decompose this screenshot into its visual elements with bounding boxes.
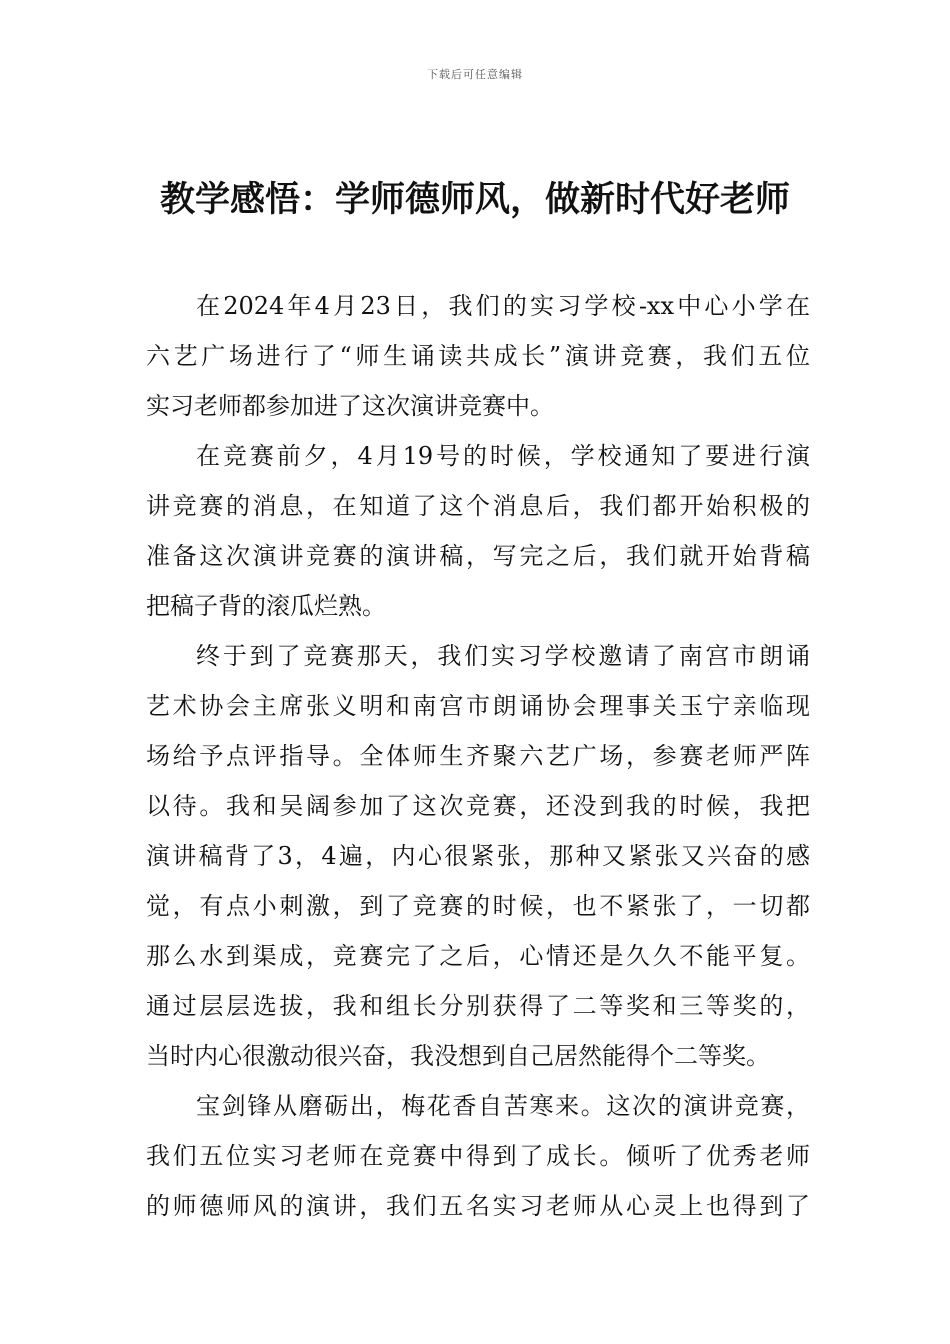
paragraph-line: 当时内心很激动很兴奋，我没想到自己居然能得个二等奖。 xyxy=(146,1042,770,1070)
paragraph-line: 艺术协会主席张义明和南宫市朗诵协会理事关玉宁亲临现 xyxy=(146,692,810,720)
paragraph-line: 在竞赛前夕，4月19号的时候，学校通知了要进行演 xyxy=(196,442,810,470)
paragraph-line: 我们五位实习老师在竞赛中得到了成长。倾听了优秀老师 xyxy=(146,1142,810,1170)
paragraph-line: 觉，有点小刺激，到了竞赛的时候，也不紧张了，一切都 xyxy=(146,892,810,920)
paragraph-line: 通过层层选拔，我和组长分别获得了二等奖和三等奖的， xyxy=(146,992,810,1020)
paragraph-line: 实习老师都参加进了这次演讲竞赛中。 xyxy=(146,392,554,420)
paragraph-line: 以待。我和吴阔参加了这次竞赛，还没到我的时候，我把 xyxy=(146,792,810,820)
paragraph xyxy=(146,631,810,1081)
paragraph-line: 准备这次演讲竞赛的演讲稿，写完之后，我们就开始背稿 xyxy=(146,542,810,570)
document-title: 教学感悟：学师德师风，做新时代好老师 xyxy=(159,180,790,220)
paragraph-line: 那么水到渠成，竞赛完了之后，心情还是久久不能平复。 xyxy=(146,942,810,970)
paragraph xyxy=(146,281,810,431)
paragraph-line: 讲竞赛的消息，在知道了这个消息后，我们都开始积极的 xyxy=(146,492,810,520)
header-note: 下载后可任意编辑 xyxy=(427,68,523,81)
paragraph xyxy=(146,431,810,631)
paragraph-line: 的师德师风的演讲，我们五名实习老师从心灵上也得到了 xyxy=(146,1192,810,1220)
paragraph-line: 六艺广场进行了“师生诵读共成长”演讲竞赛，我们五位 xyxy=(146,342,810,370)
paragraph-line: 场给予点评指导。全体师生齐聚六艺广场，参赛老师严阵 xyxy=(146,742,810,770)
paragraph-line: 把稿子背的滚瓜烂熟。 xyxy=(146,592,386,620)
document-body xyxy=(146,281,810,1231)
paragraph-line: 演讲稿背了3，4遍，内心很紧张，那种又紧张又兴奋的感 xyxy=(146,842,810,870)
paragraph-line: 终于到了竞赛那天，我们实习学校邀请了南宫市朗诵 xyxy=(196,642,810,670)
paragraph-line: 宝剑锋从磨砺出，梅花香自苦寒来。这次的演讲竞赛， xyxy=(196,1092,810,1120)
paragraph-line: 在2024年4月23日，我们的实习学校-xx中心小学在 xyxy=(196,292,810,320)
paragraph xyxy=(146,1081,810,1231)
